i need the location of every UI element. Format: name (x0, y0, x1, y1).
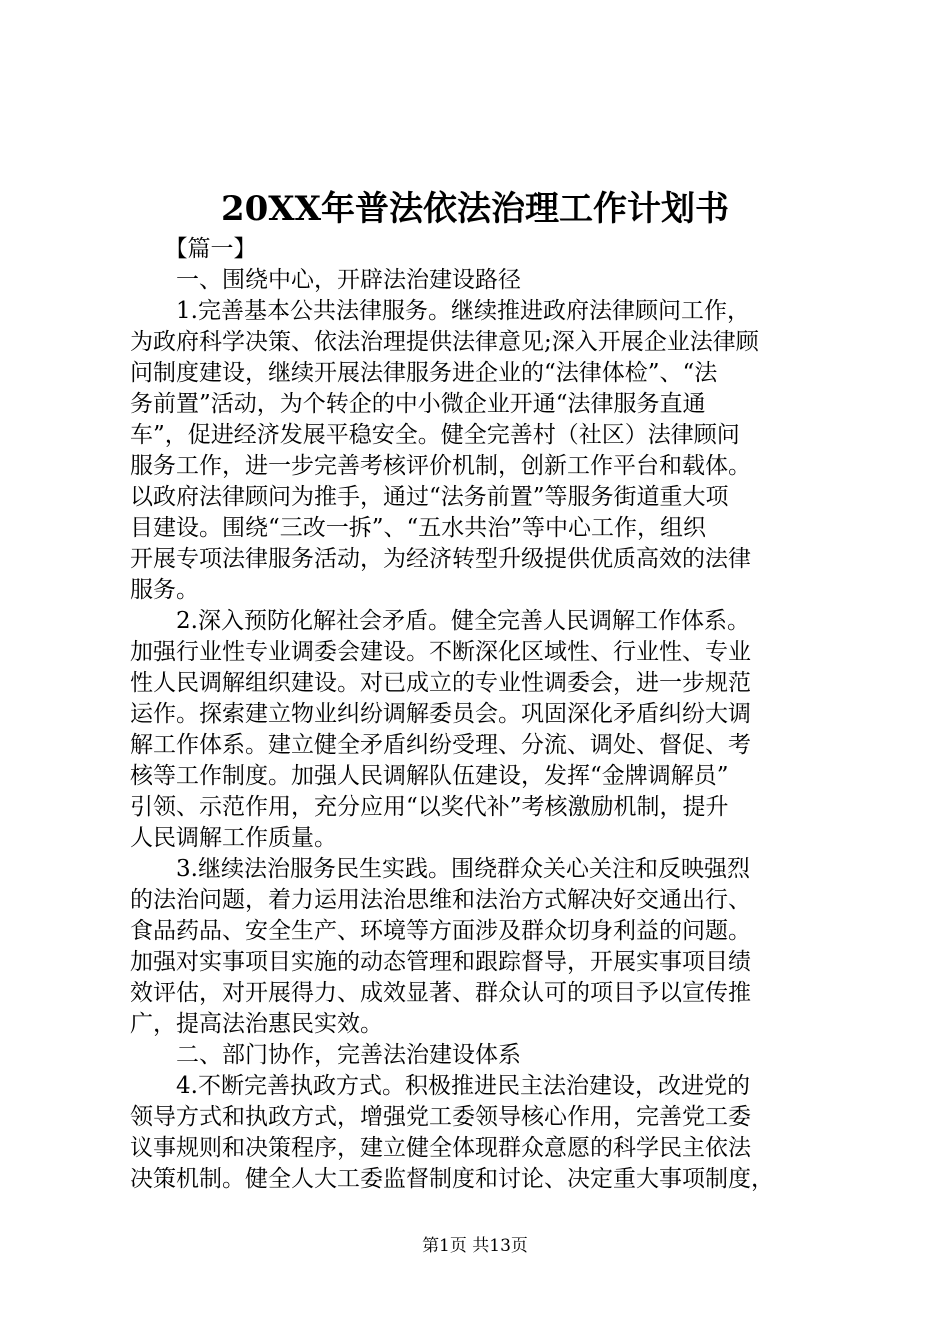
text-line: 服务工作，进一步完善考核评价机制，创新工作平台和载体。 (130, 453, 751, 479)
text-line: 车”，促进经济发展平稳安全。健全完善村（社区）法律顾问 (130, 422, 740, 448)
text-line: 务前置”活动，为个转企的中小微企业开通“法律服务直通 (130, 391, 706, 417)
text-line: 一、围绕中心，开辟法治建设路径 (130, 267, 521, 293)
text-line: 加强对实事项目实施的动态管理和跟踪督导，开展实事项目绩 (130, 949, 751, 975)
text-line: 广，提高法治惠民实效。 (130, 1011, 383, 1037)
text-line: 服务。 (130, 577, 199, 603)
page-footer: 第1页 共13页 (422, 1236, 528, 1256)
text-line: 核等工作制度。加强人民调解队伍建设，发挥“金牌调解员” (130, 763, 729, 789)
document-title: 20XX年普法依法治理工作计划书 (220, 189, 730, 229)
text-line: 运作。探索建立物业纠纷调解委员会。巩固深化矛盾纠纷大调 (130, 701, 751, 727)
text-line: 问制度建设，继续开展法律服务进企业的“法律体检”、“法 (130, 360, 718, 386)
text-line: 解工作体系。建立健全矛盾纠纷受理、分流、调处、督促、考 (130, 732, 751, 758)
text-line: 二、部门协作，完善法治建设体系 (130, 1042, 521, 1068)
text-line: 以政府法律顾问为推手，通过“法务前置”等服务街道重大项 (130, 484, 729, 510)
text-line: 食品药品、安全生产、环境等方面涉及群众切身利益的问题。 (130, 918, 751, 944)
text-line: 的法治问题，着力运用法治思维和法治方式解决好交通出行、 (130, 887, 751, 913)
text-line: 效评估，对开展得力、成效显著、群众认可的项目予以宣传推 (130, 980, 751, 1006)
text-line: 加强行业性专业调委会建设。不断深化区域性、行业性、专业 (130, 639, 751, 665)
text-line: 【篇一】 (130, 236, 257, 262)
text-line: 领导方式和执政方式，增强党工委领导核心作用，完善党工委 (130, 1104, 751, 1130)
text-line: 人民调解工作质量。 (130, 825, 337, 851)
text-line: 1.完善基本公共法律服务。继续推进政府法律顾问工作， (130, 298, 750, 324)
text-line: 引领、示范作用，充分应用“以奖代补”考核激励机制，提升 (130, 794, 729, 820)
text-line: 议事规则和决策程序，建立健全体现群众意愿的科学民主依法 (130, 1135, 751, 1161)
text-line: 为政府科学决策、依法治理提供法律意见;深入开展企业法律顾 (130, 329, 759, 355)
text-line: 决策机制。健全人大工委监督制度和讨论、决定重大事项制度， (130, 1166, 774, 1192)
document-body (130, 234, 830, 1195)
text-line: 2.深入预防化解社会矛盾。健全完善人民调解工作体系。 (130, 608, 750, 634)
text-line: 目建设。围绕“三改一拆”、“五水共治”等中心工作，组织 (130, 515, 707, 541)
text-line: 性人民调解组织建设。对已成立的专业性调委会，进一步规范 (130, 670, 751, 696)
text-line: 4.不断完善执政方式。积极推进民主法治建设，改进党的 (130, 1073, 750, 1099)
text-line: 3.继续法治服务民生实践。围绕群众关心关注和反映强烈 (130, 856, 750, 882)
text-line: 开展专项法律服务活动，为经济转型升级提供优质高效的法律 (130, 546, 751, 572)
